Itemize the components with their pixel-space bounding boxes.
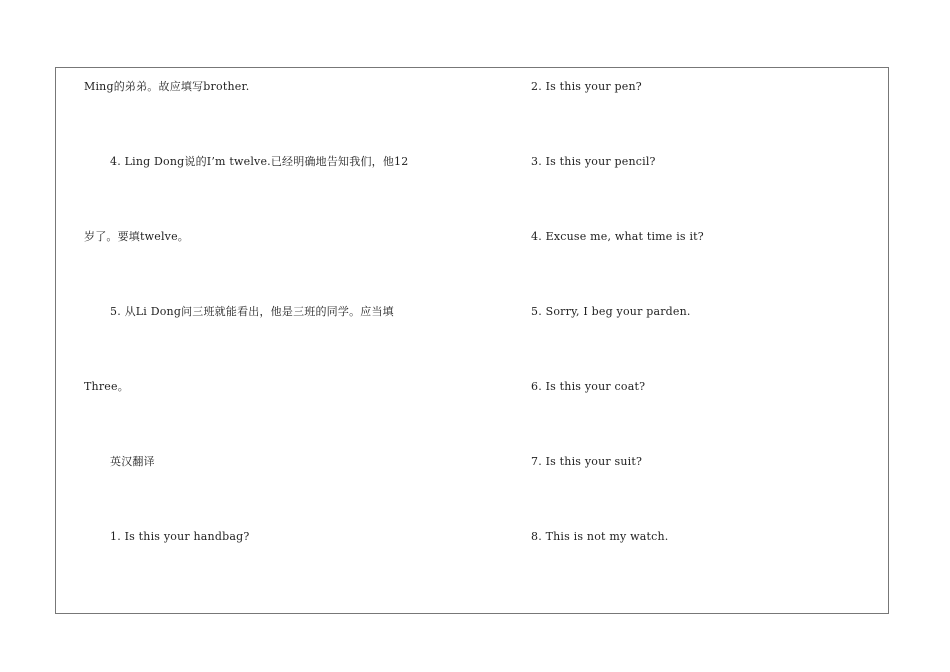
right-line-6: 7. Is this your suit? — [531, 455, 643, 468]
right-line-7: 8. This is not my watch. — [531, 530, 669, 543]
left-line-7: 1. Is this your handbag? — [110, 530, 250, 543]
left-line-4: 5. 从Li Dong问三班就能看出，他是三班的同学。应当填 — [110, 305, 394, 318]
left-line-5: Three。 — [84, 380, 129, 393]
left-line-1: Ming的弟弟。故应填写brother. — [84, 80, 250, 93]
right-line-3: 4. Excuse me, what time is it? — [531, 230, 704, 243]
left-line-2: 4. Ling Dong说的I’m twelve.已经明确地告知我们，他12 — [110, 155, 409, 168]
right-line-2: 3. Is this your pencil? — [531, 155, 656, 168]
left-line-3: 岁了。要填twelve。 — [84, 230, 189, 243]
right-line-4: 5. Sorry, I beg your parden. — [531, 305, 691, 318]
right-line-1: 2. Is this your pen? — [531, 80, 642, 93]
section-heading: 英汉翻译 — [110, 455, 155, 468]
right-line-5: 6. Is this your coat? — [531, 380, 646, 393]
